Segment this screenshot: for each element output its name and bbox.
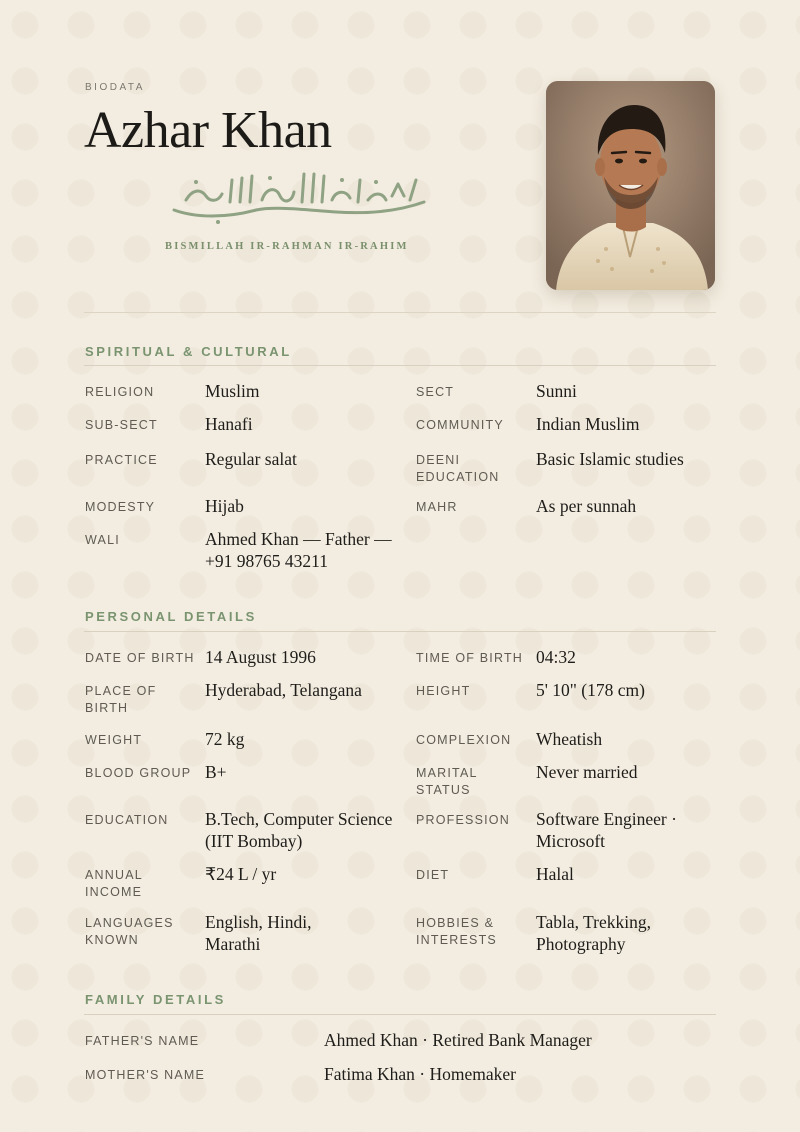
field-value-languages-known: English, Hindi, Marathi: [205, 912, 312, 954]
field-value-weight: 72 kg: [205, 729, 245, 749]
bismillah-caption: BISMILLAH IR-RAHMAN IR-RAHIM: [165, 241, 409, 252]
field-value-mothers-name: Fatima Khan · Homemaker: [324, 1064, 516, 1084]
field-label-time-of-birth: TIME OF BIRTH: [416, 651, 524, 665]
field-label-wali: WALI: [85, 533, 120, 547]
section-divider: [84, 631, 716, 632]
section-divider: [84, 365, 716, 366]
field-label-marital-status: MARITAL STATUS: [416, 766, 478, 797]
field-value-wali: Ahmed Khan — Father — +91 98765 43211: [205, 529, 392, 571]
field-label-height: HEIGHT: [416, 684, 471, 698]
field-label-date-of-birth: DATE OF BIRTH: [85, 651, 195, 665]
field-value-profession: Software Engineer · Microsoft: [536, 809, 677, 851]
field-value-marital-status: Never married: [536, 762, 638, 782]
field-label-hobbies-interests: HOBBIES & INTERESTS: [416, 916, 497, 947]
field-label-weight: WEIGHT: [85, 733, 143, 747]
field-label-sub-sect: SUB-SECT: [85, 418, 158, 432]
field-value-practice: Regular salat: [205, 449, 297, 469]
candidate-name: Azhar Khan: [84, 102, 332, 159]
field-label-annual-income: ANNUAL INCOME: [85, 868, 143, 899]
header-divider: [84, 312, 716, 313]
field-value-diet: Halal: [536, 864, 574, 884]
doc-eyebrow: BIODATA: [85, 82, 145, 93]
field-value-fathers-name: Ahmed Khan · Retired Bank Manager: [324, 1030, 592, 1050]
field-label-sect: SECT: [416, 385, 455, 399]
field-value-mahr: As per sunnah: [536, 496, 637, 516]
field-value-date-of-birth: 14 August 1996: [205, 647, 316, 667]
field-label-practice: PRACTICE: [85, 453, 158, 467]
field-label-community: COMMUNITY: [416, 418, 504, 432]
field-label-languages-known: LANGUAGES KNOWN: [85, 916, 174, 947]
field-label-fathers-name: FATHER'S NAME: [85, 1034, 200, 1048]
field-value-community: Indian Muslim: [536, 414, 640, 434]
section-title-personal: PERSONAL DETAILS: [85, 609, 257, 624]
profile-portrait: [546, 81, 715, 290]
field-value-deeni-education: Basic Islamic studies: [536, 449, 684, 469]
field-value-sect: Sunni: [536, 381, 577, 401]
field-value-sub-sect: Hanafi: [205, 414, 253, 434]
field-label-complexion: COMPLEXION: [416, 733, 512, 747]
field-label-blood-group: BLOOD GROUP: [85, 766, 192, 780]
field-value-place-of-birth: Hyderabad, Telangana: [205, 680, 362, 700]
field-value-complexion: Wheatish: [536, 729, 603, 749]
field-value-annual-income: ₹24 L / yr: [205, 864, 277, 884]
field-value-religion: Muslim: [205, 381, 260, 401]
field-label-deeni-education: DEENI EDUCATION: [416, 453, 500, 484]
field-value-modesty: Hijab: [205, 496, 244, 516]
field-label-mothers-name: MOTHER'S NAME: [85, 1068, 206, 1082]
field-label-place-of-birth: PLACE OF BIRTH: [85, 684, 157, 715]
section-title-family: FAMILY DETAILS: [85, 992, 226, 1007]
field-label-profession: PROFESSION: [416, 813, 510, 827]
field-value-blood-group: B+: [205, 762, 227, 782]
field-value-hobbies-interests: Tabla, Trekking, Photography: [536, 912, 651, 954]
profile-photo: [546, 81, 715, 290]
field-label-education: EDUCATION: [85, 813, 169, 827]
field-value-height: 5' 10" (178 cm): [536, 680, 645, 700]
bismillah-calligraphy: [166, 166, 432, 228]
field-value-education: B.Tech, Computer Science (IIT Bombay): [205, 809, 393, 851]
field-value-time-of-birth: 04:32: [536, 647, 576, 667]
section-divider: [84, 1014, 716, 1015]
field-label-mahr: MAHR: [416, 500, 458, 514]
field-label-diet: DIET: [416, 868, 450, 882]
field-label-modesty: MODESTY: [85, 500, 156, 514]
section-title-spiritual: SPIRITUAL & CULTURAL: [85, 344, 292, 359]
field-label-religion: RELIGION: [85, 385, 155, 399]
